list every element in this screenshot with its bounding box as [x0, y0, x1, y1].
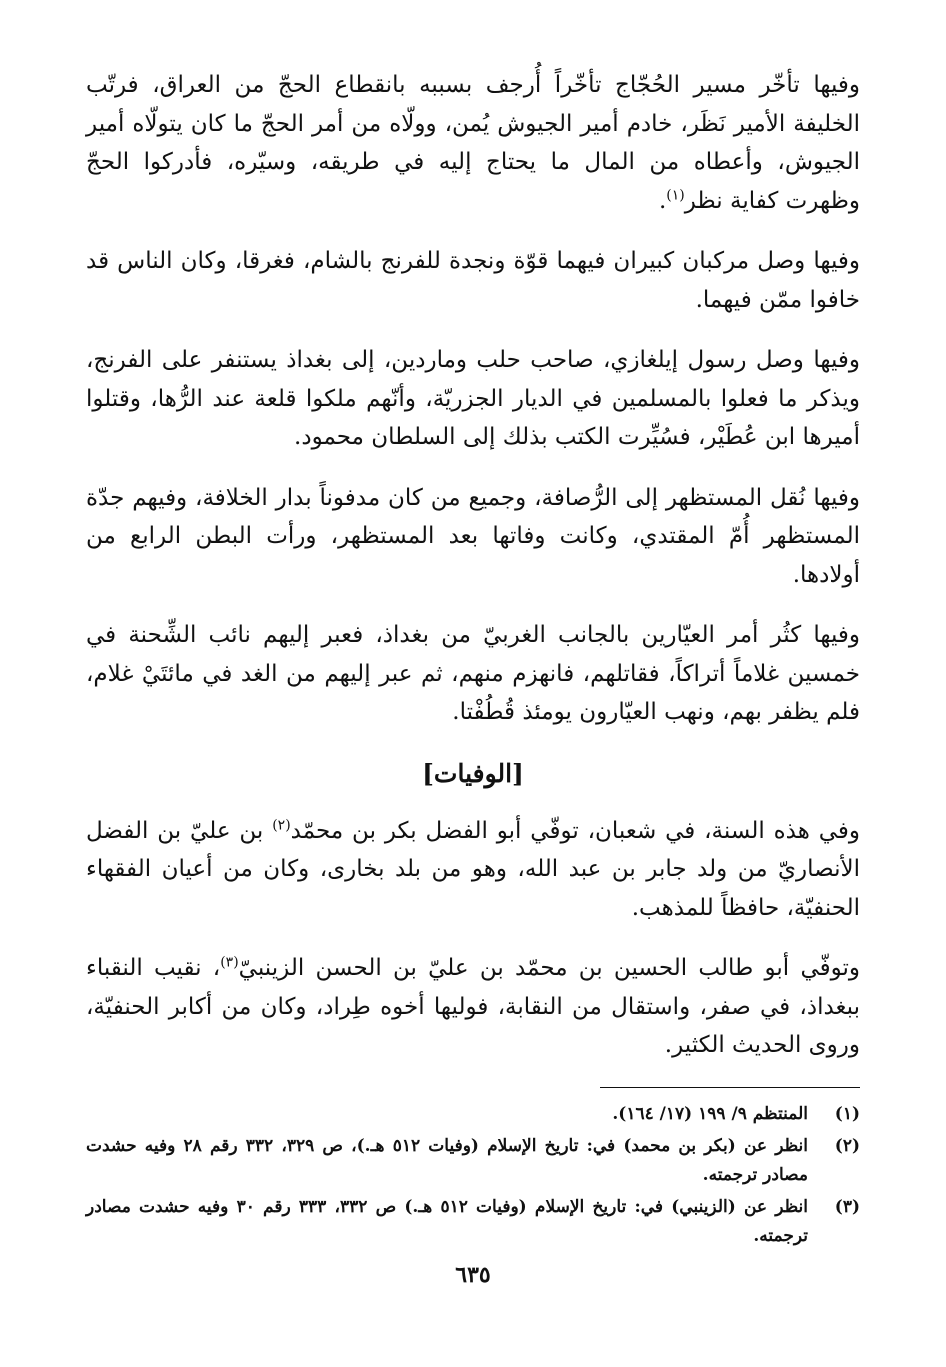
footnote-number: (١) [834, 1103, 860, 1124]
paragraph-text: وفيها تأخّر مسير الحُجّاج تأخّراً أُرجف بسببه بانقطاع الحجّ من العراق، فرتّب الخليفة الأمير نَظَر، خادم أمير الجيوش يُمن، وولّاه من أمر الحجّ ما كان يتولّاه أمير الجيوش، وأعطاه من المال ما يحتاج إليه في طريقه، وسيّره، فأدركوا الحجّ وظهرت كفاية نظر [86, 72, 860, 214]
paragraph-death-zaynabi [86, 949, 860, 1065]
footnote-item [86, 1132, 860, 1190]
footnote-text: انظر عن (الزينبي) في: تاريخ الإسلام (وفيات ٥١٢ هـ.) ص ٣٣٢، ٣٣٣ رقم ٣٠ وفيه حشدت مصادر ترجمته. [86, 1196, 809, 1246]
footnote-separator [600, 1087, 860, 1088]
footnote-item [86, 1100, 860, 1129]
paragraph-text: وفي هذه السنة، في شعبان، توفّي أبو الفضل بكر بن محمّد [290, 817, 860, 844]
paragraph-text: وفيها وصل مركبان كبيران فيهما قوّة ونجدة للفرنج بالشام، فغرقا، وكان الناس قد خافوا ممّن فيهما. [86, 248, 860, 313]
paragraph-ilghazi [86, 341, 860, 457]
footnote-number: (٣) [834, 1196, 860, 1217]
paragraph-text: وفيها كثُر أمر العيّارين بالجانب الغربيّ من بغداذ، فعبر إليهم نائب الشِّحنة في خمسين غلاماً أتراكاً، فقاتلهم، فانهزم منهم، ثم عبر إليهم من الغد في مائتَيْ غلام، فلم يظفر بهم، ونهب العيّارون يومئذ قُطُفْتا. [86, 622, 860, 725]
paragraph-suffix: بن عليّ بن الفضل الأنصاريّ من ولد جابر بن عبد الله، وهو من بلد بخارى، وكان من أعيان الفقهاء الحنفيّة، حافظاً للمذهب. [86, 817, 860, 921]
paragraph-text: وفيها وصل رسول إيلغازي، صاحب حلب وماردين، إلى بغداذ يستنفر على الفرنج، ويذكر ما فعلوا بالمسلمين في الديار الجزريّة، وأنّهم ملكوا قلعة عند الرُّها، وقتلوا أميرها ابن عُطَيْر، فسُيِّرت الكتب بذلك إلى السلطان محمود. [86, 347, 860, 450]
footnote-ref: (٢) [272, 816, 291, 833]
paragraph-text: وتوفّي أبو طالب الحسين بن محمّد بن عليّ بن الحسن الزينبيّ [238, 955, 860, 981]
footnote-ref: (٣) [220, 954, 239, 971]
page-number: ٦٣٥ [455, 1262, 491, 1288]
paragraph-rusafa [86, 479, 860, 595]
footnotes [86, 1100, 860, 1251]
section-heading: [الوفيات] [422, 758, 524, 788]
paragraph-suffix: . [658, 187, 667, 214]
paragraph-ships [86, 242, 860, 319]
footnote-text: انظر عن (بكر بن محمد) في: تاريخ الإسلام (وفيات ٥١٢ هـ.)، ص ٣٢٩، ٣٣٢ رقم ٢٨ وفيه حشدت مصادر ترجمته. [86, 1135, 808, 1185]
paragraph-ayyarun [86, 616, 860, 732]
paragraph-text: وفيها نُقل المستظهر إلى الرُّصافة، وجميع من كان مدفوناً بدار الخلافة، وفيهم جدّة المستظهر أُمّ المقتدي، وكانت وفاتها بعد المستظهر، ورأت البطن الرابع من أولادها. [86, 484, 860, 588]
paragraph-hajj [86, 66, 860, 220]
footnote-text: المنتظم ٩/ ١٩٩ (١٧/ ١٦٤). [612, 1103, 808, 1124]
footnote-number: (٢) [834, 1135, 860, 1156]
paragraph-suffix: ، نقيب النقباء ببغداذ، في صفر، واستقال من النقابة، فوليها أخوه طِراد، وكان من أكابر الحنفيّة، وروى الحديث الكثير. [86, 955, 860, 1058]
footnote-ref: (١) [666, 186, 685, 203]
footnote-item [86, 1193, 860, 1251]
paragraph-death-bakr [86, 812, 860, 928]
